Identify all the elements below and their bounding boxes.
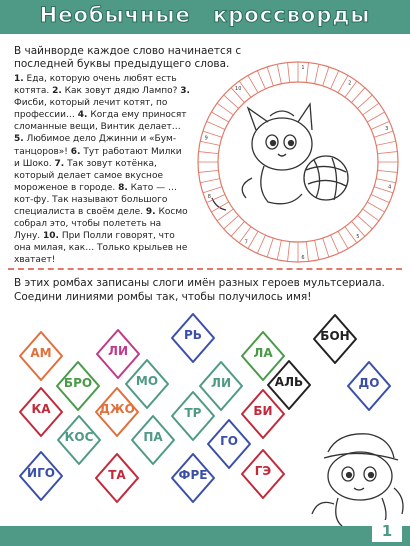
- syllable-label: БОН: [320, 329, 350, 343]
- wheel-cell-divider: [357, 95, 372, 108]
- wheel-cell-divider: [267, 238, 273, 257]
- wheel-cell-divider: [200, 141, 220, 145]
- wheel-cell-divider: [277, 240, 281, 260]
- clue-number: 2.: [52, 86, 62, 97]
- wheel-cell-divider: [257, 235, 265, 253]
- syllable-label: АЛЬ: [274, 375, 304, 389]
- chainword-wheel: [186, 58, 406, 270]
- wheel-cell-divider: [207, 121, 225, 129]
- clue-text: При Полли говорят, что она милая, как… Только крыльев не хватает!: [14, 231, 188, 266]
- wheel-cell-divider: [306, 63, 308, 83]
- page-number: 1: [381, 522, 393, 540]
- clue-number: 8.: [118, 182, 128, 193]
- syllable-label: ИГО: [27, 466, 55, 480]
- clue-number: 9.: [145, 207, 156, 218]
- wheel-start-number: 5: [356, 233, 360, 240]
- wheel-cell-divider: [357, 216, 372, 229]
- intro-text: В чайнворде каждое слово начинается с последней буквы предыдущего слова.: [14, 45, 242, 70]
- wheel-start-number: 1: [301, 65, 305, 72]
- wheel-cell-divider: [323, 238, 329, 257]
- clue-text: Когда ему приносят сломанные вещи, Винтик делает…: [14, 110, 187, 133]
- wheel-cell-divider: [211, 112, 228, 122]
- wheel-start-number: 7: [244, 239, 248, 246]
- syllable-diamond[interactable]: [240, 448, 286, 500]
- wheel-start-number: 4: [388, 184, 392, 191]
- page-title: Необычные кроссворды: [39, 3, 371, 27]
- syllable-label: ФРЕ: [178, 468, 208, 482]
- wheel-cell-divider: [257, 71, 265, 89]
- wheel-cell-divider: [288, 242, 290, 262]
- wheel-cell-divider: [224, 216, 239, 229]
- wheel-cell-divider: [378, 152, 398, 154]
- wheel-cell-divider: [248, 231, 258, 248]
- syllable-label: КА: [31, 402, 51, 416]
- wheel-start-number: 9: [204, 135, 208, 142]
- wheel-cell-divider: [200, 179, 220, 183]
- wheel-cell-divider: [374, 131, 393, 137]
- wheel-start-number: 3: [385, 125, 389, 132]
- wheel-cell-divider: [331, 235, 339, 253]
- kitten-in-cap-illustration: [298, 418, 410, 528]
- clue-number: 1.: [14, 74, 24, 84]
- clue-number: 4.: [77, 110, 88, 121]
- syllable-diamond[interactable]: [312, 313, 358, 365]
- syllable-label: ЛА: [253, 346, 273, 360]
- syllable-label: ТА: [108, 468, 126, 482]
- clue-text: Так зовут котёнка, который делает самое вкусное мороженое в городе.: [14, 158, 163, 193]
- wheel-cell-divider: [352, 88, 365, 103]
- syllable-diamond[interactable]: [170, 452, 216, 504]
- wheel-cell-divider: [338, 231, 348, 248]
- clue-number: 6.: [70, 146, 81, 157]
- header-band: [0, 0, 410, 36]
- clue-text: Еда, которую очень любят есть котята.: [14, 74, 177, 97]
- syllable-label: ТР: [184, 406, 202, 420]
- page-number-tab: [372, 520, 402, 542]
- syllable-diamond[interactable]: [18, 450, 64, 502]
- syllable-label: МО: [135, 374, 159, 388]
- syllable-label: ДЖО: [99, 402, 135, 416]
- wheel-cell-divider: [203, 187, 222, 193]
- wheel-cell-divider: [248, 75, 258, 92]
- clue-number: 5.: [14, 134, 24, 145]
- wheel-cell-divider: [199, 152, 219, 154]
- syllable-label: ГО: [220, 434, 238, 448]
- wheel-cell-divider: [363, 103, 379, 115]
- clue-text: Като — … кот-фу. Так называют большого специалиста в своём деле.: [14, 182, 177, 218]
- wheel-cell-divider: [371, 195, 389, 203]
- wheel-cell-divider: [367, 112, 384, 122]
- wheel-cell-divider: [306, 242, 308, 262]
- clue-text: Как зовут дядю Лампо?: [61, 86, 181, 97]
- wheel-cell-divider: [315, 64, 319, 84]
- clue-text: Тут работают Милки и Шоко.: [14, 146, 182, 169]
- syllable-label: КОС: [64, 430, 94, 444]
- wheel-cell-divider: [376, 141, 396, 145]
- wheel-cell-divider: [211, 202, 228, 212]
- wheel-cell-divider: [378, 170, 398, 172]
- clue-number: 7.: [54, 158, 65, 169]
- wheel-cell-divider: [323, 67, 329, 86]
- syllable-label: ЛИ: [107, 344, 128, 358]
- clue-list: [14, 73, 190, 267]
- wheel-cell-divider: [363, 209, 379, 221]
- wheel-cell-divider: [315, 240, 319, 260]
- syllable-label: БРО: [63, 376, 93, 390]
- wheel-cell-divider: [217, 103, 233, 115]
- wheel-cell-divider: [224, 95, 239, 108]
- syllable-diamond[interactable]: [170, 312, 216, 364]
- wheel-start-number: 6: [301, 254, 305, 261]
- wheel-cell-divider: [367, 202, 384, 212]
- syllable-label: АМ: [30, 346, 52, 360]
- syllable-label: ДО: [358, 376, 380, 390]
- section-divider: [8, 268, 402, 270]
- wheel-cell-divider: [331, 71, 339, 89]
- task-text: В этих ромбах записаны слоги имён разных героев мультсериала. Соедини линиями ромбы так, чтобы получилось имя!: [14, 277, 385, 303]
- wheel-cell-divider: [217, 209, 233, 221]
- wheel-cell-divider: [288, 63, 290, 83]
- syllable-label: РЬ: [184, 328, 202, 342]
- wheel-cell-divider: [277, 64, 281, 84]
- syllable-label: БИ: [253, 404, 273, 418]
- clue-text: Фисби, который лечит котят, по профессии…: [14, 98, 168, 121]
- wheel-cell-divider: [338, 75, 348, 92]
- wheel-cell-divider: [231, 221, 244, 236]
- wheel-cell-divider: [345, 227, 360, 243]
- syllable-diamond[interactable]: [346, 360, 392, 412]
- clue-text: Космо собрал это, чтобы полететь на Луну.: [14, 207, 188, 242]
- wheel-start-number: 10: [235, 86, 242, 93]
- wheel-cell-divider: [376, 179, 396, 183]
- syllable-diamond[interactable]: [94, 452, 140, 504]
- wheel-cell-divider: [199, 170, 219, 172]
- syllable-label: ГЭ: [254, 464, 272, 478]
- syllable-label: ЛИ: [210, 376, 231, 390]
- clue-number: 3.: [180, 86, 190, 97]
- clue-text: Любимое дело Джинни и «Бум-танцоров»!: [14, 134, 177, 157]
- wheel-cell-divider: [267, 67, 273, 86]
- clue-number: 10.: [43, 231, 59, 242]
- wheel-start-number: 8: [207, 194, 211, 201]
- syllable-label: ПА: [143, 430, 163, 444]
- wheel-start-number: 2: [348, 80, 352, 87]
